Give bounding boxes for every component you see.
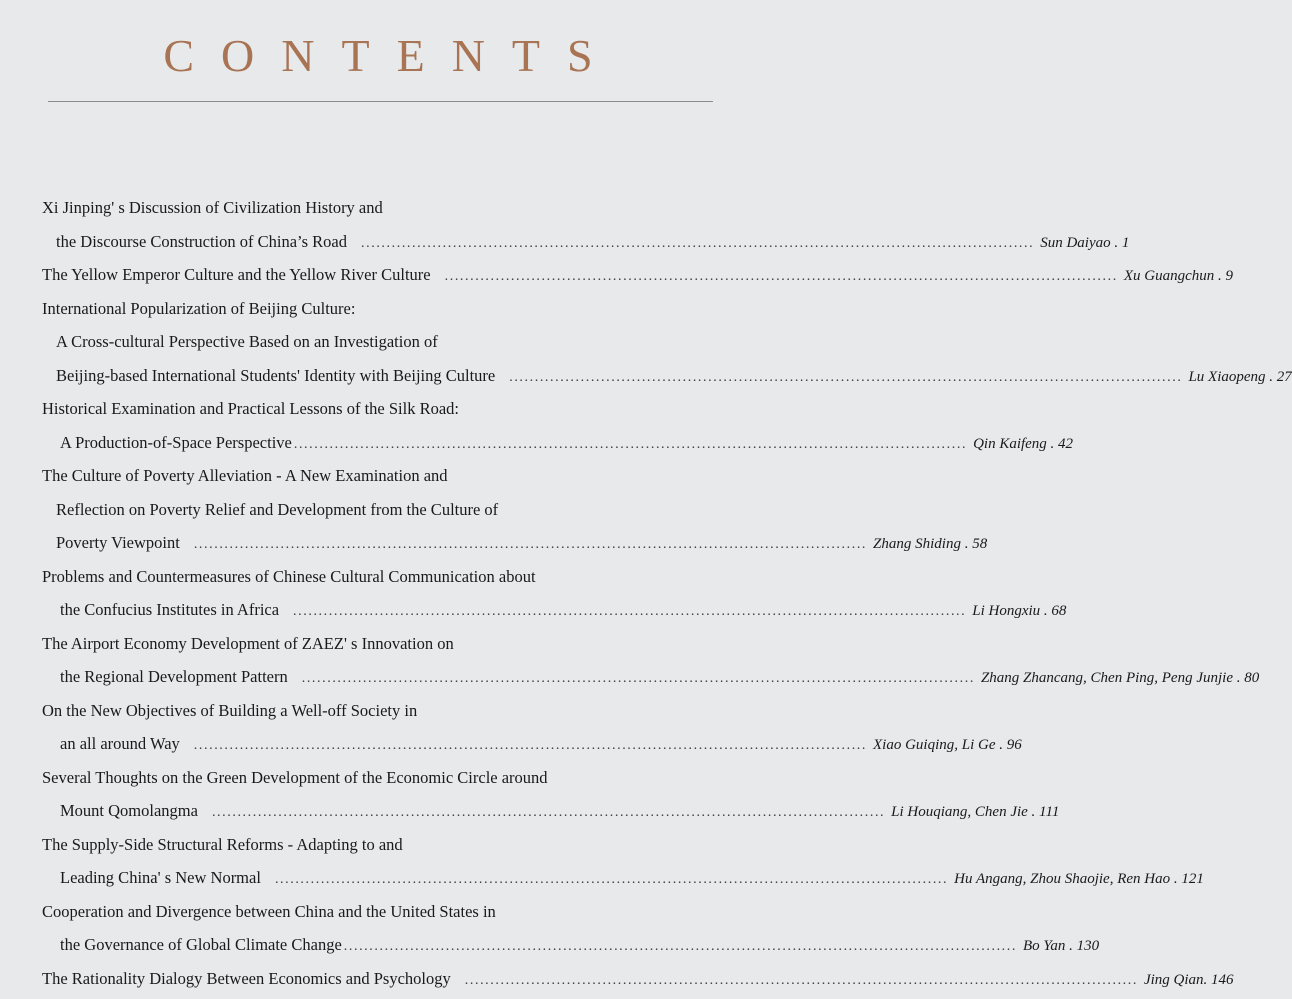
entry-author-page: Qin Kaifeng . 42 — [973, 435, 1074, 452]
toc-entry[interactable] — [42, 392, 1074, 459]
entry-title-line: Mount Qomolangma — [60, 801, 198, 820]
toc-entry[interactable] — [42, 258, 1233, 292]
entry-title-line: the Regional Development Pattern — [60, 667, 288, 686]
toc-entry[interactable] — [42, 191, 1130, 258]
toc-entry[interactable] — [42, 694, 1022, 761]
leader-dots: .................................................................................................................................... — [293, 436, 968, 452]
entry-title-line: Reflection on Poverty Relief and Development from the Culture of — [56, 499, 499, 519]
leader-dots: .................................................................................................................................... — [464, 972, 1138, 988]
entry-title-line: International Popularization of Beijing Culture: — [42, 298, 356, 318]
leader-dots: .................................................................................................................................... — [509, 369, 1183, 385]
entry-author-page: Li Houqiang, Chen Jie . 111 — [891, 804, 1060, 820]
toc-entry[interactable] — [42, 761, 1060, 828]
entry-author-page: Lu Xiaopeng . 27 — [1188, 368, 1292, 385]
entry-last-line — [42, 727, 1022, 761]
entry-last-line — [42, 794, 1060, 828]
entry-author-page: Li Hongxiu . 68 — [972, 603, 1067, 619]
entry-title-line: Xi Jinping' s Discussion of Civilization History and — [42, 198, 383, 217]
entry-title-line: Poverty Viewpoint — [56, 533, 180, 552]
leader-dots: .................................................................................................................................... — [293, 604, 967, 619]
entry-title-line: Beijing-based International Students' Identity with Beijing Culture — [56, 365, 496, 385]
entry-last-line — [42, 526, 988, 560]
entry-title-line: Historical Examination and Practical Lessons of the Silk Road: — [42, 399, 459, 418]
entry-author-page: Sun Daiyao . 1 — [1040, 234, 1130, 251]
entry-title-line: the Governance of Global Climate Change — [60, 935, 342, 954]
entry-author-page: Zhang Shiding . 58 — [873, 536, 988, 552]
entry-last-line — [42, 660, 1260, 694]
entry-title-line: The Supply-Side Structural Reforms - Adapting to and — [42, 834, 403, 854]
leader-dots: .................................................................................................................................... — [343, 939, 1017, 954]
toc-entry[interactable] — [42, 828, 1204, 895]
entry-title-line: The Airport Economy Development of ZAEZ' s Innovation on — [42, 633, 454, 653]
leader-dots: .................................................................................................................................... — [274, 872, 949, 887]
entry-title-line: On the New Objectives of Building a Well-off Society in — [42, 700, 418, 720]
entry-author-page: Bo Yan . 130 — [1022, 938, 1100, 954]
toc-entry[interactable] — [42, 895, 1100, 962]
table-of-contents — [42, 191, 1292, 995]
entry-title-line: the Discourse Construction of China’s Road — [56, 231, 348, 251]
entry-last-line — [42, 928, 1100, 962]
entry-title-line: A Production-of-Space Perspective — [60, 432, 292, 452]
entry-last-line — [42, 962, 1234, 996]
toc-entry[interactable] — [42, 962, 1234, 996]
entry-title-line: an all around Way — [60, 734, 180, 753]
leader-dots: .................................................................................................................................... — [301, 671, 975, 686]
entry-author-page: Hu Angang, Zhou Shaojie, Ren Hao . 121 — [954, 871, 1204, 887]
entry-title-line: A Cross-cultural Perspective Based on an Investigation of — [56, 332, 438, 351]
leader-dots: .................................................................................................................................... — [193, 738, 867, 753]
entry-last-line — [42, 861, 1204, 895]
entry-last-line — [42, 593, 1067, 627]
entry-title-line: the Confucius Institutes in Africa — [60, 600, 280, 619]
entry-title-line: The Culture of Poverty Alleviation - A New Examination and — [42, 466, 448, 485]
entry-title-line: Several Thoughts on the Green Development of the Economic Circle around — [42, 767, 548, 787]
entry-author-page: Jing Qian. 146 — [1143, 971, 1234, 988]
entry-title-line: The Rationality Dialogy Between Economics and Psychology — [42, 968, 451, 988]
toc-entry[interactable] — [42, 560, 1067, 627]
page-title: CONTENTS — [163, 30, 620, 81]
entry-last-line — [42, 426, 1074, 460]
entry-last-line — [42, 359, 1292, 393]
entry-title-line: The Yellow Emperor Culture and the Yellow River Culture — [42, 265, 431, 284]
toc-entry[interactable] — [42, 627, 1260, 694]
toc-entry[interactable] — [42, 292, 1292, 393]
leader-dots: .................................................................................................................................... — [193, 537, 868, 552]
title-divider — [48, 101, 713, 102]
entry-author-page: Xiao Guiqing, Li Ge . 96 — [873, 737, 1022, 753]
leader-dots: .................................................................................................................................... — [211, 805, 886, 820]
leader-dots: .................................................................................................................................... — [361, 235, 1035, 251]
entry-title-line: Problems and Countermeasures of Chinese Cultural Communication about — [42, 566, 536, 586]
entry-title-line: Cooperation and Divergence between China and the United States in — [42, 901, 496, 921]
entry-author-page: Zhang Zhancang, Chen Ping, Peng Junjie . 80 — [980, 670, 1260, 686]
toc-entry[interactable] — [42, 459, 988, 560]
entry-author-page: Xu Guangchun . 9 — [1123, 268, 1233, 284]
entry-title-line: Leading China' s New Normal — [60, 868, 261, 887]
leader-dots: .................................................................................................................................... — [444, 269, 1118, 284]
entry-last-line — [42, 225, 1130, 259]
entry-last-line — [42, 258, 1233, 292]
